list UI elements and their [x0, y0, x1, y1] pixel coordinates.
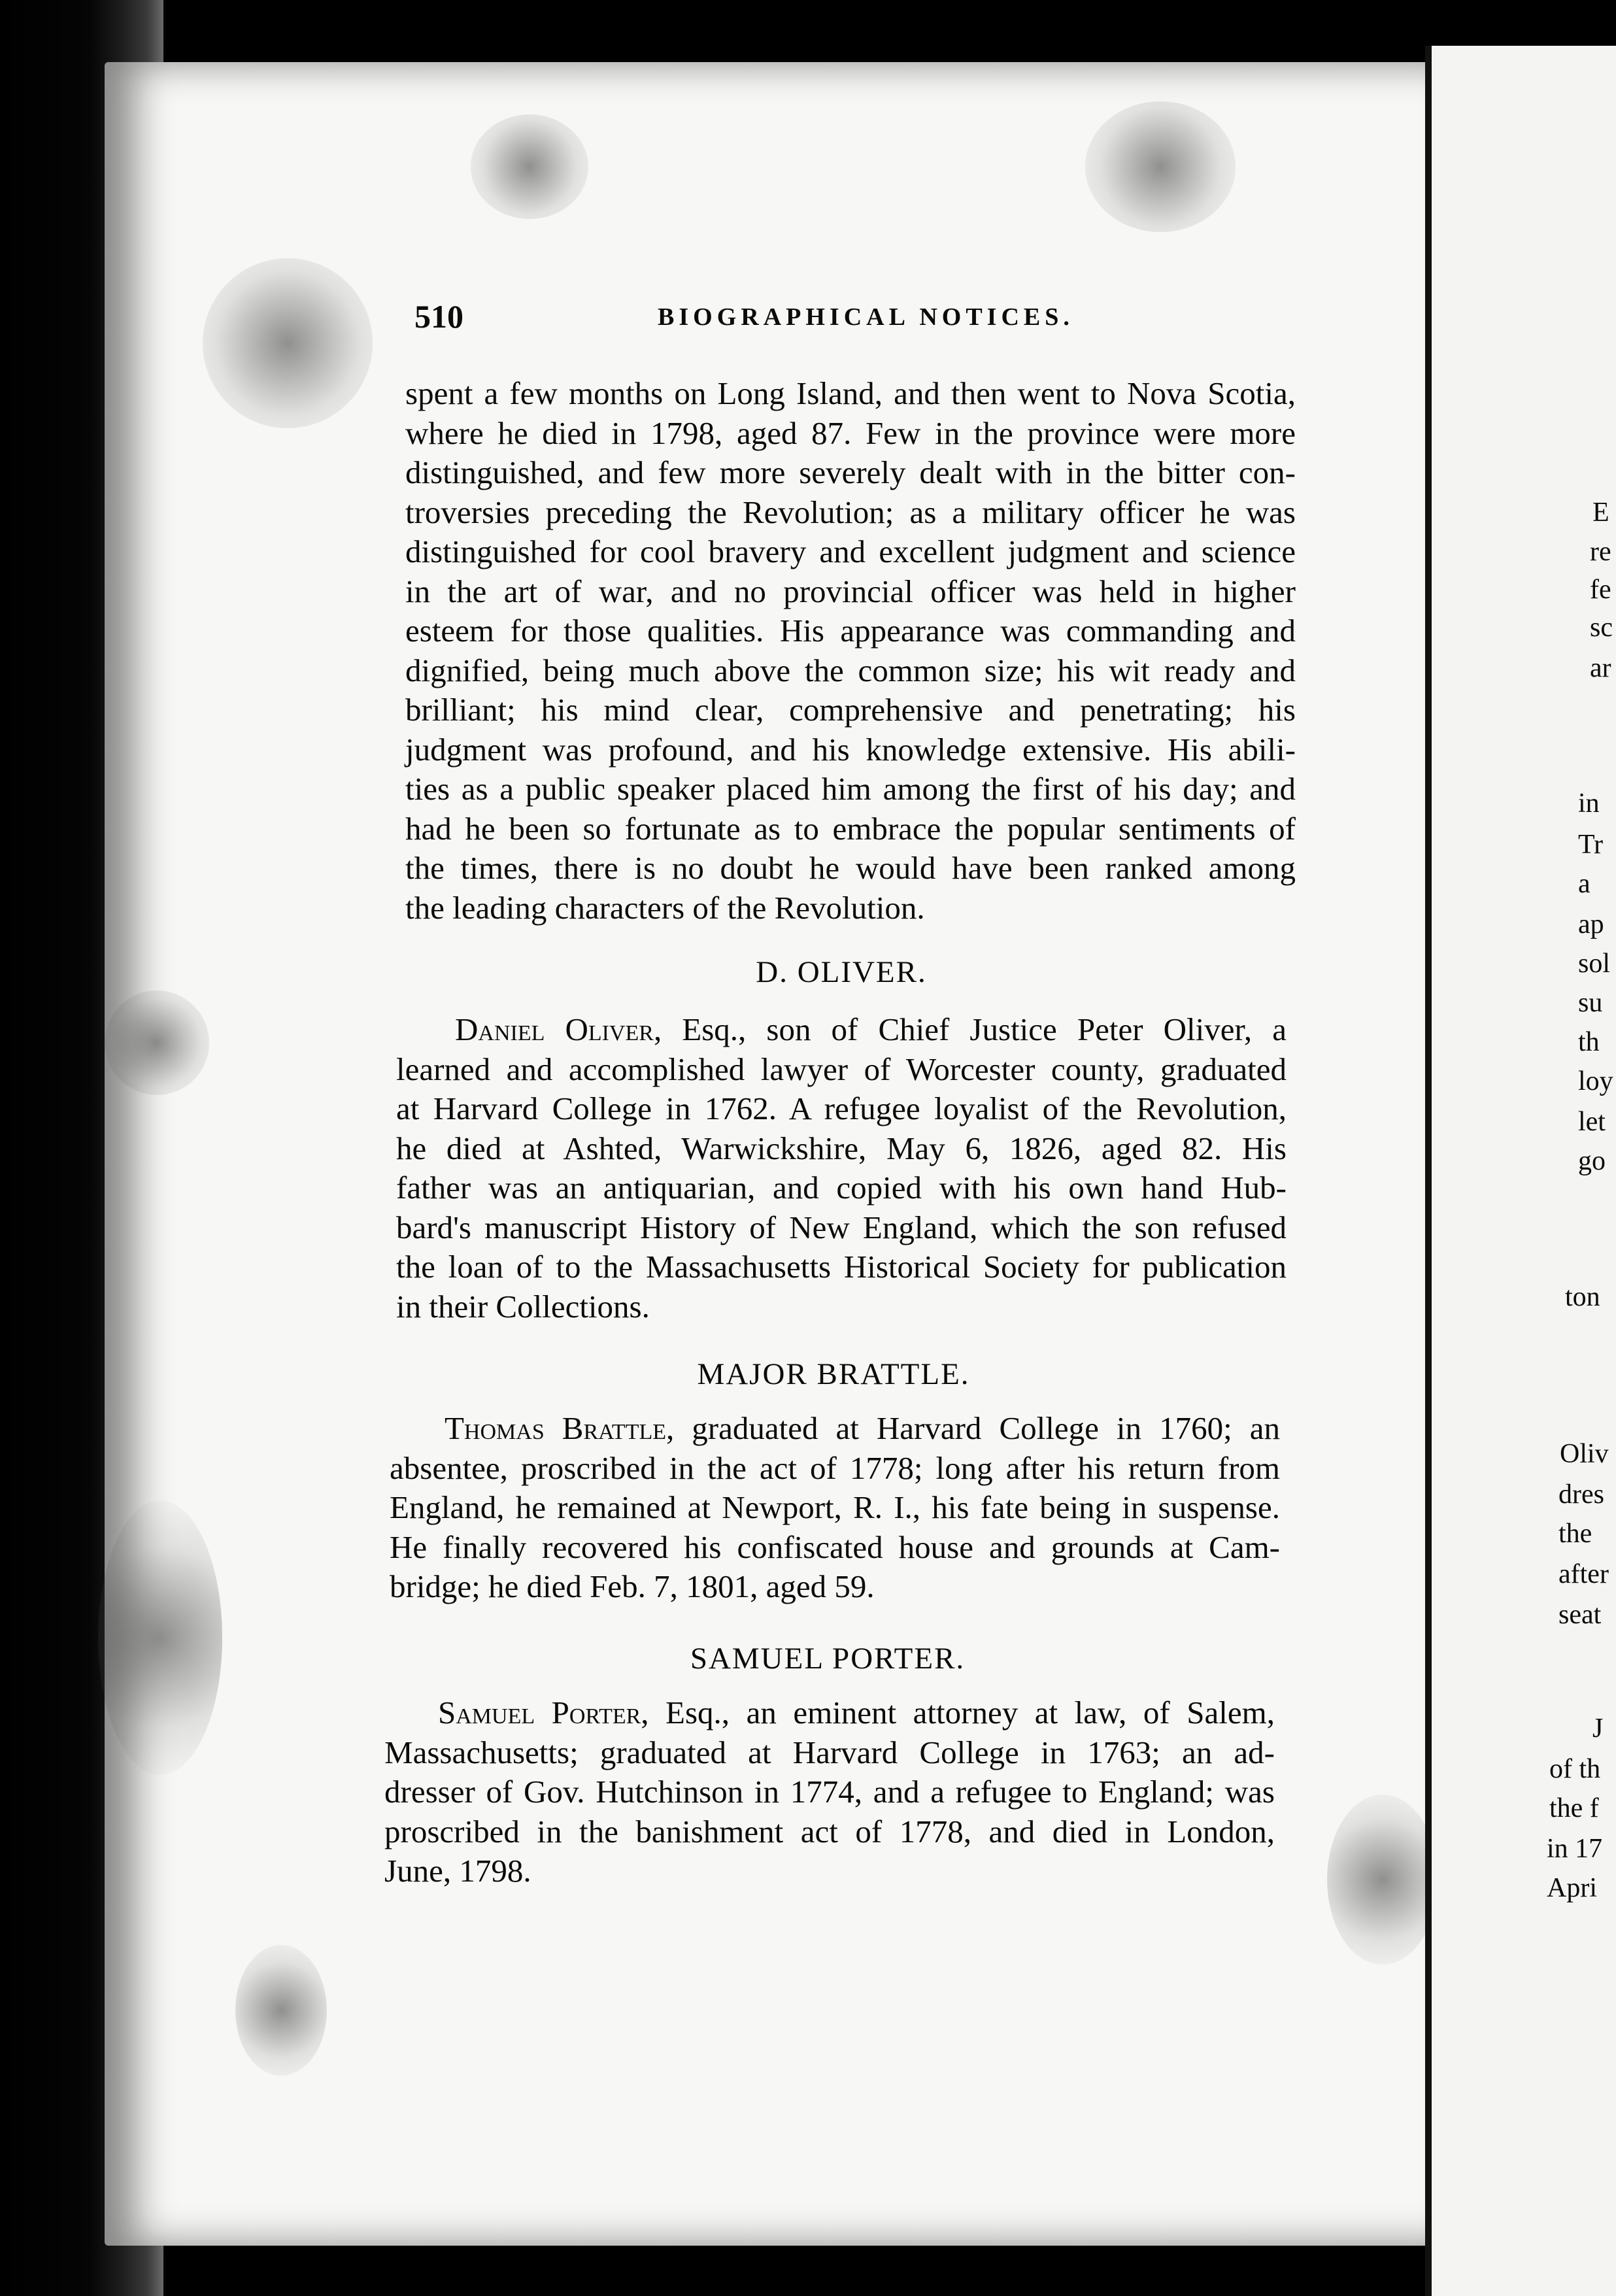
text-line: dignified, being much above the common size; his wit ready and [405, 652, 1296, 688]
text-line: the leading characters of the Revolution. [405, 889, 925, 926]
text-line: judgment was profound, and his knowledge extensive. His abili- [405, 731, 1296, 768]
text-line: He finally recovered his confiscated house and grounds at Cam- [390, 1528, 1280, 1565]
line-rest: , Esq., an eminent attorney at law, of Salem, [641, 1695, 1275, 1730]
facing-page-fragment: let [1578, 1107, 1606, 1137]
text-line: at Harvard College in 1762. A refugee loyalist of the Revolution, [396, 1090, 1287, 1126]
text-line: had he been so fortunate as to embrace the popular sentiments of [405, 810, 1296, 847]
text-line: June, 1798. [384, 1853, 531, 1889]
facing-page-fragment: go [1578, 1146, 1606, 1176]
facing-page-fragment: the f [1549, 1793, 1599, 1823]
text-line: father was an antiquarian, and copied with his own hand Hub- [396, 1170, 1287, 1206]
facing-page-fragment: sol [1578, 949, 1611, 979]
running-head [414, 297, 1349, 343]
text-line: where he died in 1798, aged 87. Few in the province were more [405, 414, 1296, 451]
facing-page-fragment: dres [1558, 1479, 1604, 1510]
section-heading: MAJOR BRATTLE. [697, 1357, 970, 1391]
text-line [396, 1010, 1287, 1050]
text-line [384, 1693, 1275, 1733]
text-line: learned and accomplished lawyer of Worcester county, graduated [396, 1051, 1287, 1087]
text-line [390, 1409, 1280, 1449]
foxing-stain [471, 114, 588, 219]
line-rest: , Esq., son of Chief Justice Peter Oliver, a [653, 1011, 1287, 1047]
oliver-paragraph [396, 1010, 1287, 1326]
foxing-stain [1085, 101, 1236, 232]
text-line: troversies preceding the Revolution; as a military officer he was [405, 494, 1296, 530]
facing-page-fragment: in 17 [1547, 1834, 1603, 1864]
text-line: in their Collections. [396, 1288, 650, 1325]
text-line: Massachusetts; graduated at Harvard College in 1763; an ad- [384, 1734, 1275, 1770]
facing-page-fragment: fe [1590, 575, 1611, 605]
running-title: BIOGRAPHICAL NOTICES. [658, 303, 1074, 331]
text-line: distinguished for cool bravery and excellent judgment and science [405, 533, 1296, 569]
section-heading: SAMUEL PORTER. [690, 1642, 966, 1676]
text-line: the times, there is no doubt he would have been ranked among [405, 850, 1296, 886]
facing-page-fragment: su [1578, 988, 1603, 1018]
brattle-paragraph [390, 1409, 1280, 1607]
facing-page-fragment: a [1578, 869, 1591, 899]
text-line: in the art of war, and no provincial officer was held in higher [405, 573, 1296, 609]
text-line: dresser of Gov. Hutchinson in 1774, and a refugee to England; was [384, 1774, 1275, 1810]
facing-page-fragment: loy [1578, 1066, 1613, 1096]
facing-page-fragment: sc [1590, 613, 1613, 643]
text-line: he died at Ashted, Warwickshire, May 6, 1826, aged 82. His [396, 1130, 1287, 1166]
lead-name: Thomas Brattle [445, 1410, 666, 1446]
lead-name: Daniel Oliver [455, 1011, 654, 1047]
facing-page-fragment: th [1578, 1027, 1600, 1057]
foxing-stain [203, 258, 373, 428]
text-line: ties as a public speaker placed him among the first of his day; and [405, 771, 1296, 807]
text-line: spent a few months on Long Island, and then went to Nova Scotia, [405, 375, 1296, 411]
text-line: brilliant; his mind clear, comprehensive and penetrating; his [405, 692, 1296, 728]
text-line: England, he remained at Newport, R. I., his fate being in suspense. [390, 1489, 1280, 1525]
facing-page-fragment: ton [1565, 1282, 1600, 1312]
facing-page-fragment: ar [1590, 653, 1611, 683]
facing-page-fragment: seat [1558, 1600, 1602, 1630]
text-line: proscribed in the banishment act of 1778, and died in London, [384, 1813, 1275, 1849]
text-line: bard's manuscript History of New England, which the son refused [396, 1209, 1287, 1245]
foxing-stain [235, 1945, 327, 2076]
facing-page-fragment: of th [1549, 1754, 1601, 1784]
text-line: esteem for those qualities. His appearance was commanding and [405, 613, 1296, 649]
facing-page-fragment: Oliv [1560, 1439, 1609, 1469]
page-number: 510 [414, 298, 463, 335]
section-heading: D. OLIVER. [756, 955, 927, 989]
foxing-stain [1327, 1795, 1438, 1965]
facing-page-fragment: the [1558, 1519, 1592, 1549]
text-line: distinguished, and few more severely dealt with in the bitter con- [405, 454, 1296, 490]
opening-paragraph [405, 374, 1296, 928]
line-rest: , graduated at Harvard College in 1760; an [666, 1410, 1280, 1446]
facing-page-fragment: in [1578, 788, 1600, 819]
facing-page-fragment: after [1558, 1559, 1609, 1589]
text-line: absentee, proscribed in the act of 1778; long after his return from [390, 1449, 1280, 1486]
foxing-stain [98, 1500, 222, 1775]
facing-page-fragment: J [1592, 1714, 1604, 1744]
facing-page-fragment: ap [1578, 909, 1604, 939]
facing-page-fragment: E [1592, 498, 1609, 528]
porter-paragraph [384, 1693, 1275, 1891]
text-line: the loan of to the Massachusetts Historical Society for publication [396, 1249, 1287, 1285]
lead-name: Samuel Porter [438, 1695, 641, 1730]
facing-page-fragment: re [1590, 537, 1611, 567]
facing-page-fragment: Tr [1578, 830, 1604, 860]
foxing-stain [105, 990, 209, 1095]
text-line: bridge; he died Feb. 7, 1801, aged 59. [390, 1568, 875, 1604]
facing-page-fragment: Apri [1547, 1873, 1597, 1903]
